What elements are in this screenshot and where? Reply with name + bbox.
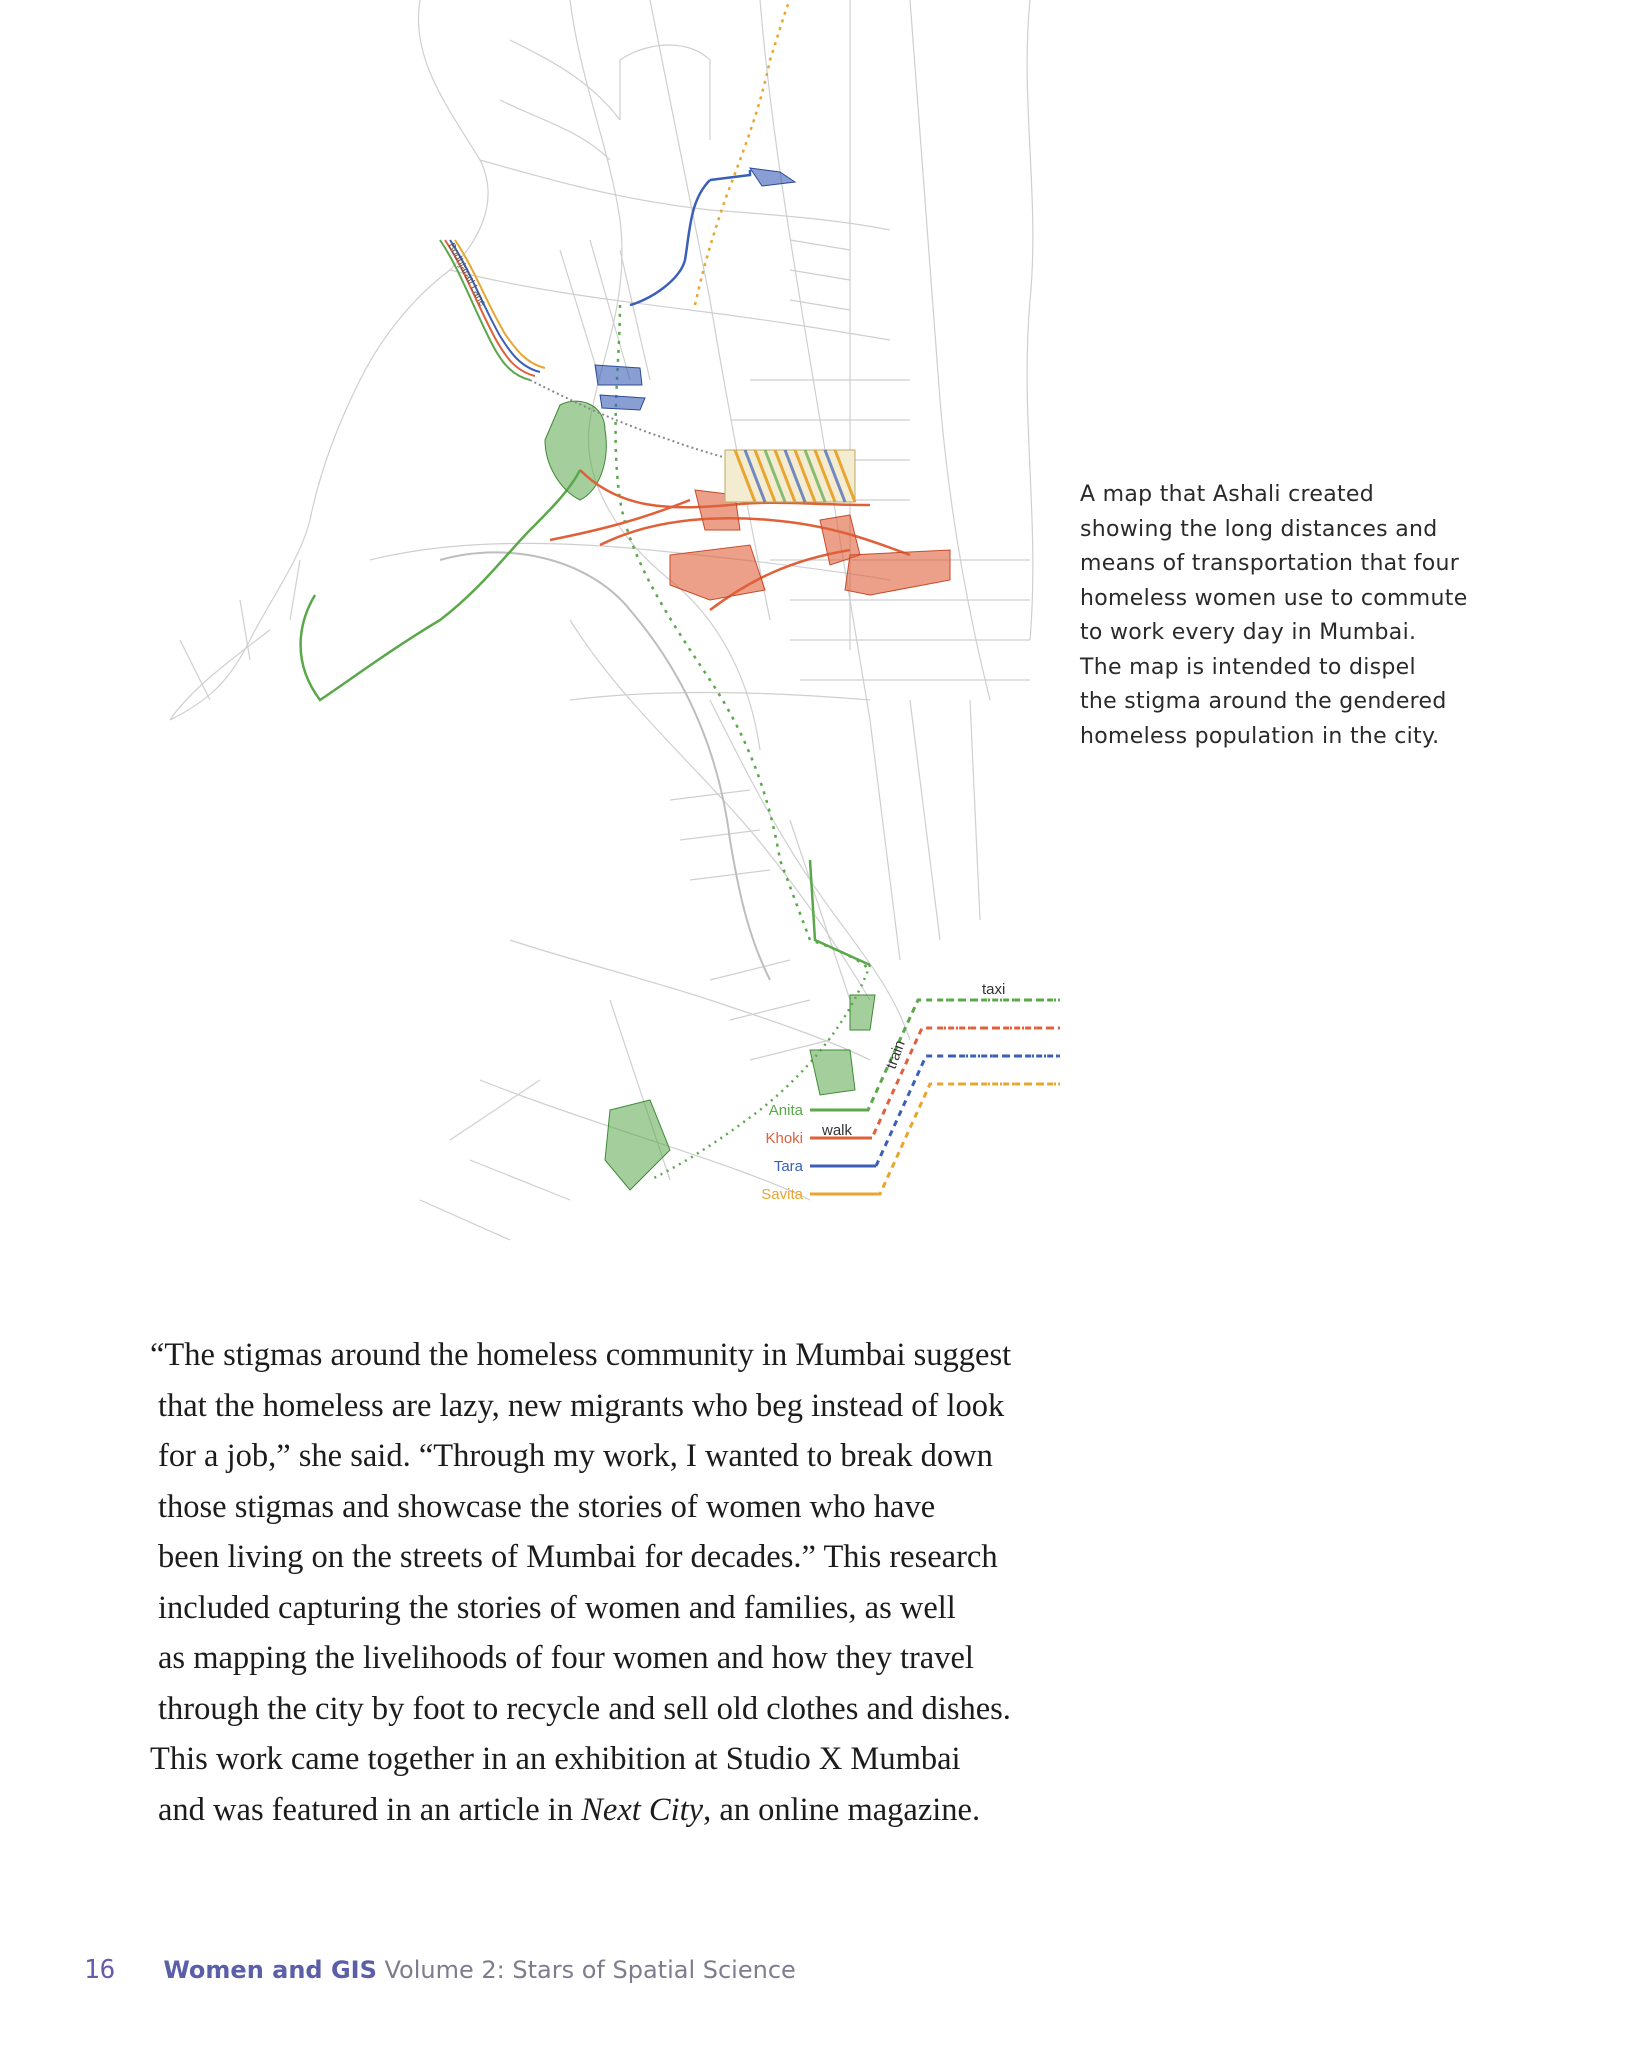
body-quote xyxy=(150,1330,1050,1835)
legend-train-label: train xyxy=(882,1038,909,1072)
caption-line: to work every day in Mumbai. xyxy=(1080,620,1417,645)
quote-line: for a job,” she said. “Through my work, I wanted to break down xyxy=(158,1438,993,1474)
map-svg xyxy=(150,0,1060,1260)
caption-line: homeless women use to commute xyxy=(1080,585,1468,611)
caption-line: A map that Ashali created xyxy=(1080,482,1375,507)
street-label: Bodhjaratl Lane xyxy=(445,241,488,309)
quote-line: included capturing the stories of women and families, as well xyxy=(158,1589,956,1626)
legend-taxi-dotted xyxy=(940,1000,1060,1084)
caption-line: showing the long distances and xyxy=(1080,516,1438,542)
mumbai-commute-map xyxy=(150,0,1060,1260)
caption-line: means of transportation that four xyxy=(1080,551,1460,576)
route-savita xyxy=(695,0,790,305)
legend-name-savita: Savita xyxy=(761,1186,803,1203)
legend-taxi-label: taxi xyxy=(982,981,1006,998)
legend-name-khoki: Khoki xyxy=(765,1130,803,1147)
hatched-block xyxy=(725,450,855,502)
caption-line: homeless population in the city. xyxy=(1080,723,1440,749)
quote-line: that the homeless are lazy, new migrants who beg instead of look xyxy=(158,1387,1005,1424)
page-footer xyxy=(84,1955,796,1995)
magazine-title: Next City xyxy=(581,1791,704,1828)
quote-line: through the city by foot to recycle and sell old clothes and dishes. xyxy=(158,1690,1011,1727)
coastline xyxy=(440,552,770,980)
quote-last-before: and was featured in an article in xyxy=(158,1791,582,1828)
route-tara xyxy=(630,170,750,305)
quote-line: “The stigmas around the homeless community in Mumbai suggest xyxy=(150,1337,1012,1373)
quote-line: those stigmas and showcase the stories of women who have xyxy=(158,1488,936,1525)
page-number: 16 xyxy=(84,1955,116,1985)
areas-khoki xyxy=(670,490,950,600)
caption-line: The map is intended to dispel xyxy=(1080,654,1416,680)
quote-line: been living on the streets of Mumbai for decades.” This research xyxy=(158,1539,998,1575)
quote-last-after: , an online magazine. xyxy=(703,1791,981,1828)
map-caption xyxy=(1080,478,1550,754)
quote-line: as mapping the livelihoods of four women and how they travel xyxy=(158,1640,974,1676)
caption-line: the stigma around the gendered xyxy=(1080,689,1447,714)
footer-brand: Women and GIS xyxy=(163,1956,377,1984)
legend-name-anita: Anita xyxy=(768,1102,803,1119)
legend-name-tara: Tara xyxy=(773,1158,803,1175)
quote-line: This work came together in an exhibition at Studio X Mumbai xyxy=(150,1741,961,1777)
footer-volume: Volume 2: Stars of Spatial Science xyxy=(376,1956,796,1984)
legend-walk-label: walk xyxy=(822,1122,853,1139)
quote-last-line xyxy=(150,1785,1050,1836)
map-legend xyxy=(761,981,1060,1203)
